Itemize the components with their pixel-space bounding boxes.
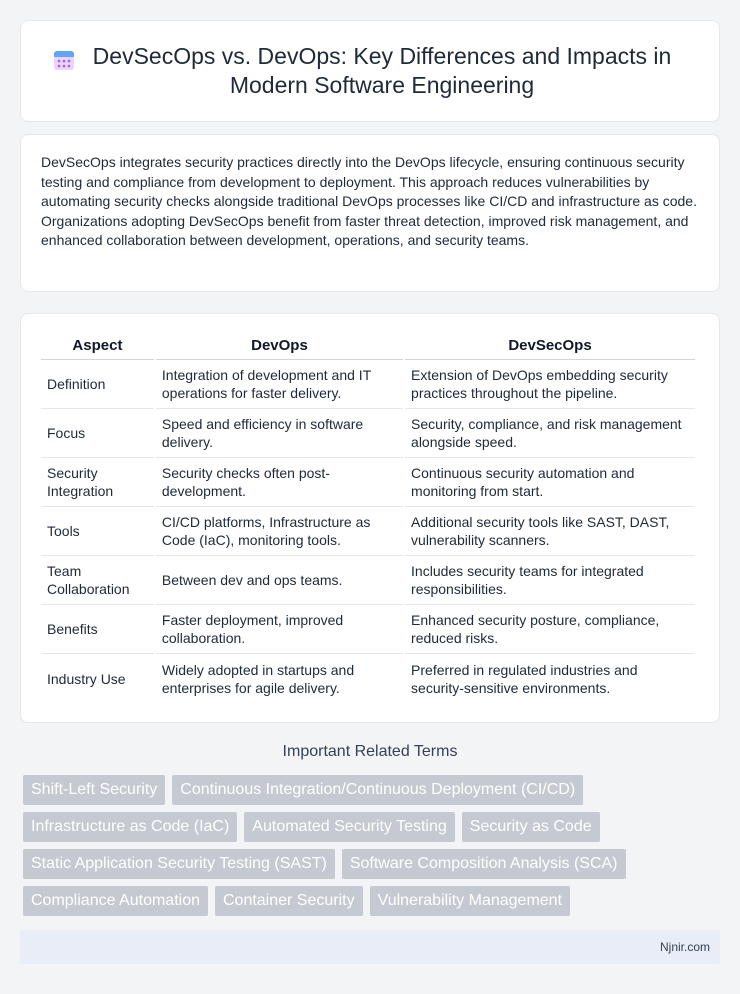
devsecops-cell: Enhanced security posture, compliance, reduced risks.	[405, 605, 695, 654]
table-row	[41, 605, 695, 654]
table-row	[41, 458, 695, 507]
devops-cell: Speed and efficiency in software delivery.	[156, 409, 403, 458]
aspect-cell: Tools	[41, 507, 154, 556]
title-wrap	[40, 42, 700, 100]
aspect-cell: Security Integration	[41, 458, 154, 507]
devsecops-cell: Preferred in regulated industries and security-sensitive environments.	[411, 661, 638, 696]
table-row	[41, 654, 695, 703]
footer-site-link[interactable]: Njnir.com	[659, 940, 710, 954]
intro-paragraph: DevSecOps integrates security practices directly into the DevOps lifecycle, ensuring continuous security testing and compliance from development to deployment. This approach reduces vulnerabilities by automating security checks alongside traditional DevOps processes like CI/CD and infrastructure as code. Organizations adopting DevSecOps benefit from faster threat detection, improved risk management, and enhanced collaboration between development, operations, and security teams.	[41, 154, 697, 248]
aspect-cell: Industry Use	[47, 670, 126, 687]
devsecops-cell: Extension of DevOps embedding security practices throughout the pipeline.	[405, 360, 695, 409]
devsecops-cell: Continuous security automation and monitoring from start.	[405, 458, 695, 507]
aspect-cell: Benefits	[41, 605, 154, 654]
devsecops-cell: Security, compliance, and risk management alongside speed.	[405, 409, 695, 458]
aspect-cell: Definition	[41, 360, 154, 409]
devsecops-cell: Additional security tools like SAST, DAST, vulnerability scanners.	[405, 507, 695, 556]
table-row	[41, 409, 695, 458]
calendar-icon	[52, 48, 76, 72]
devops-cell: Faster deployment, improved collaboration.	[156, 605, 403, 654]
page-title: DevSecOps vs. DevOps: Key Differences and Impacts in Modern Software Engineering	[92, 43, 672, 98]
term-tag[interactable]: Security as Code	[462, 812, 600, 842]
term-tag[interactable]: Compliance Automation	[23, 886, 208, 916]
devsecops-cell: Includes security teams for integrated responsibilities.	[405, 556, 695, 605]
header-devops: DevOps	[156, 332, 403, 360]
table-row	[41, 360, 695, 409]
devops-cell: CI/CD platforms, Infrastructure as Code (IaC), monitoring tools.	[156, 507, 403, 556]
devops-cell: Security checks often post-development.	[156, 458, 403, 507]
related-terms-heading: Important Related Terms	[282, 743, 458, 760]
table-row	[41, 556, 695, 605]
term-tag[interactable]: Shift-Left Security	[23, 775, 165, 805]
footer	[20, 930, 720, 964]
term-tag[interactable]: Automated Security Testing	[244, 812, 454, 842]
devops-cell: Widely adopted in startups and enterprises for agile delivery.	[161, 661, 355, 696]
related-terms-list	[23, 775, 723, 916]
aspect-cell: Team Collaboration	[41, 556, 154, 605]
table-header-row	[41, 332, 695, 360]
term-tag[interactable]: Software Composition Analysis (SCA)	[342, 849, 626, 879]
term-tag[interactable]: Container Security	[215, 886, 363, 916]
comparison-table	[39, 332, 697, 703]
intro-card	[20, 134, 720, 292]
term-tag[interactable]: Infrastructure as Code (IaC)	[23, 812, 237, 842]
term-tag[interactable]: Vulnerability Management	[370, 886, 570, 916]
devops-cell: Integration of development and IT operations for faster delivery.	[156, 360, 403, 409]
table-row	[41, 507, 695, 556]
devops-cell: Between dev and ops teams.	[156, 556, 403, 605]
aspect-cell: Focus	[41, 409, 154, 458]
term-tag[interactable]: Static Application Security Testing (SAST)	[23, 849, 335, 879]
comparison-card	[20, 313, 720, 723]
term-tag[interactable]: Continuous Integration/Continuous Deployment (CI/CD)	[172, 775, 583, 805]
header-devsecops: DevSecOps	[405, 332, 695, 360]
title-card	[20, 20, 720, 122]
header-aspect: Aspect	[41, 332, 154, 360]
